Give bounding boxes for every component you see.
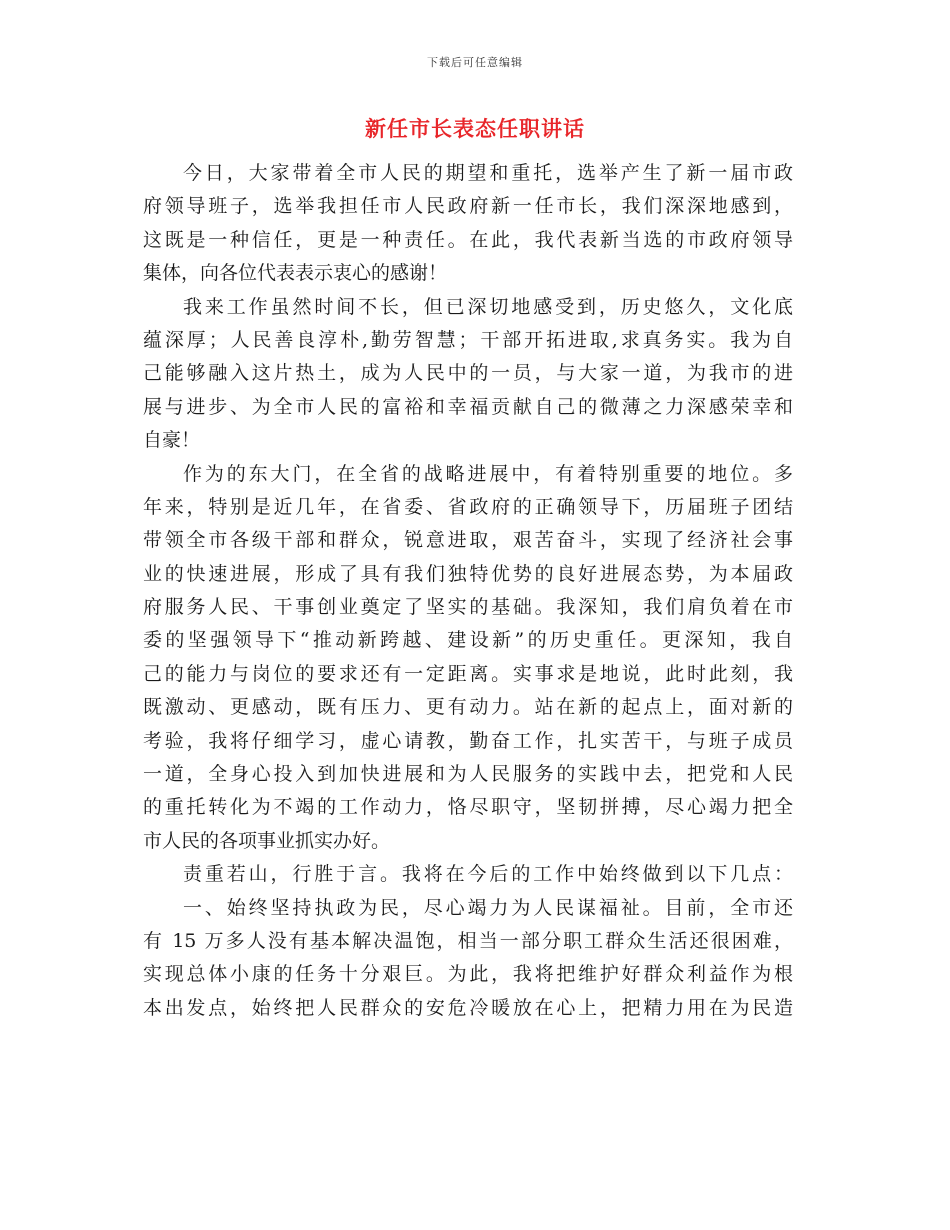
body-line: 自豪！ [143, 429, 201, 452]
body-line: 这既是一种信任，更是一种责任。在此，我代表新当选的市政府领导 [143, 228, 793, 251]
body-line: 考验，我将仔细学习，虚心请教，勤奋工作，扎实苦干，与班子成员 [143, 729, 793, 752]
body-line: 一、始终坚持执政为民，尽心竭力为人民谋福祉。目前，全市还 [183, 896, 793, 919]
body-line: 的重托转化为不竭的工作动力，恪尽职守，坚韧拼搏，尽心竭力把全 [143, 796, 793, 819]
body-line: 己能够融入这片热土，成为人民中的一员，与大家一道，为我市的进 [143, 362, 793, 385]
body-line: 本出发点，始终把人民群众的安危冷暖放在心上，把精力用在为民造 [143, 996, 793, 1019]
body-line: 蕴深厚；人民善良淳朴,勤劳智慧；干部开拓进取,求真务实。我为自 [143, 328, 793, 351]
body-line: 年来，特别是近几年，在省委、省政府的正确领导下，历届班子团结 [143, 495, 793, 518]
document-title: 新任市长表态任职讲话 [365, 116, 585, 141]
body-line: 府服务人民、干事创业奠定了坚实的基础。我深知，我们肩负着在市 [143, 596, 793, 619]
body-line: 作为的东大门，在全省的战略进展中，有着特别重要的地位。多 [183, 462, 793, 485]
body-line: 既激动、更感动，既有压力、更有动力。站在新的起点上，面对新的 [143, 696, 793, 719]
body-line: 业的快速进展，形成了具有我们独特优势的良好进展态势，为本届政 [143, 562, 793, 585]
body-line: 今日，大家带着全市人民的期望和重托，选举产生了新一届市政 [183, 162, 793, 184]
body-line: 有 15 万多人没有基本解决温饱，相当一部分职工群众生活还很困难， [143, 929, 793, 952]
body-line: 带领全市各级干部和群众，锐意进取，艰苦奋斗，实现了经济社会事 [143, 529, 793, 552]
body-line: 实现总体小康的任务十分艰巨。为此，我将把维护好群众利益作为根 [143, 963, 793, 986]
body-line: 委的坚强领导下“推动新跨越、建设新”的历史重任。更深知，我自 [143, 629, 793, 652]
body-line: 我来工作虽然时间不长，但已深切地感受到，历史悠久，文化底 [183, 295, 793, 318]
body-line: 己的能力与岗位的要求还有一定距离。实事求是地说，此时此刻，我 [143, 662, 793, 685]
body-line: 一道，全身心投入到加快进展和为人民服务的实践中去，把党和人民 [143, 763, 793, 786]
body-line: 府领导班子，选举我担任市人民政府新一任市长，我们深深地感到， [143, 195, 793, 218]
document-body [143, 157, 793, 1025]
body-line: 展与进步、为全市人民的富裕和幸福贡献自己的微薄之力深感荣幸和 [143, 395, 793, 418]
header-note: 下载后可任意编辑 [427, 56, 523, 69]
body-line: 集体，向各位代表表示衷心的感谢！ [143, 262, 448, 285]
body-line: 市人民的各项事业抓实办好。 [143, 829, 391, 852]
body-line: 责重若山，行胜于言。我将在今后的工作中始终做到以下几点： [183, 863, 793, 886]
